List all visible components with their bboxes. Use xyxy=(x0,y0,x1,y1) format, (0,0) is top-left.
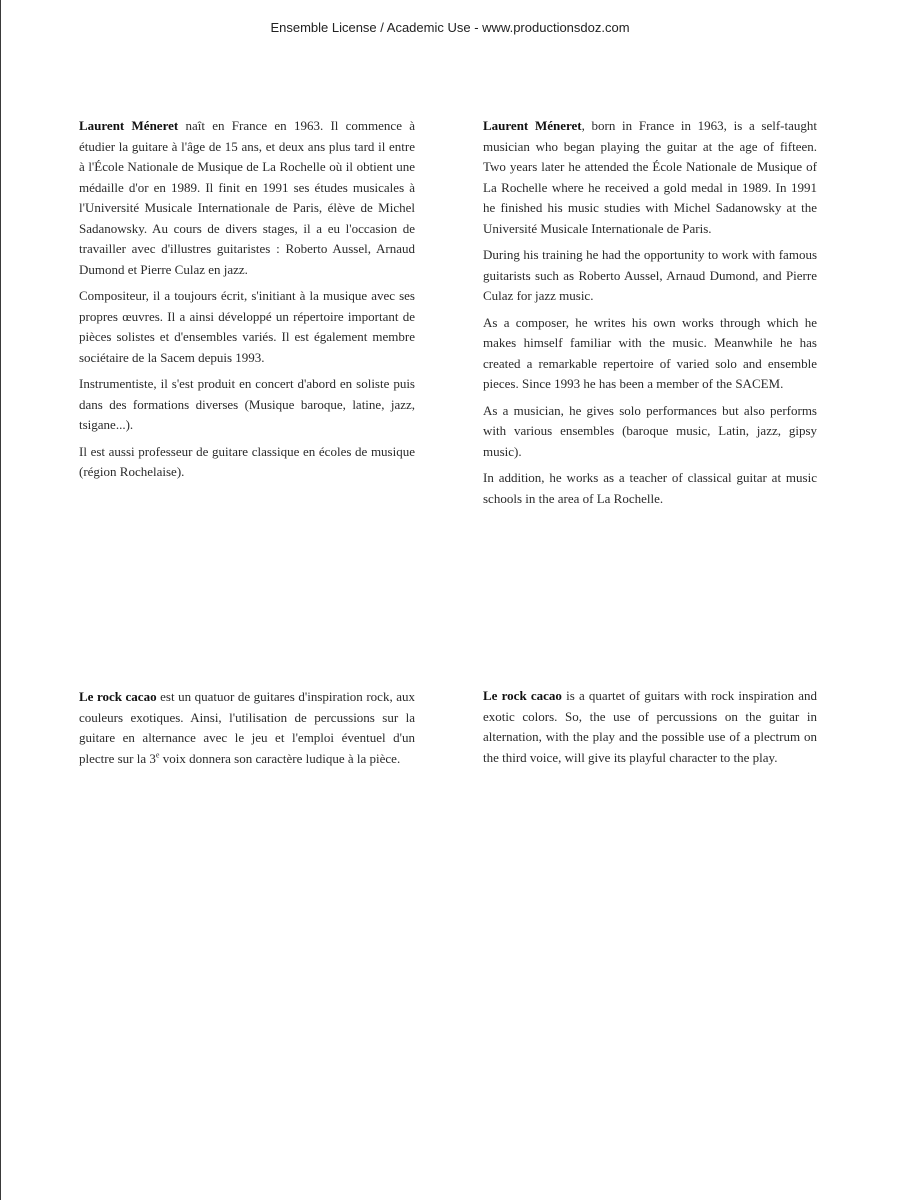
bio-en-paragraph-1: Laurent Méneret, born in France in 1963, is a self-taught musician who began playing the guitar at the age of fifteen. Two years later he attended the École Nationale de Musique of La Rochelle where he received a gold medal in 1989. In 1991 he finished his music studies with Michel Sadanowsky at the Université Musicale Internationale de Paris. xyxy=(483,118,817,236)
biography-english xyxy=(483,116,817,515)
bio-en-paragraph-3: As a composer, he writes his own works through which he makes himself familiar with the music. Meanwhile he has created a remarkable repertoire of varied solo and ensemble pieces. Since 1993 he has been a member of the SACEM. xyxy=(483,314,817,391)
piece-title-en: Le rock cacao xyxy=(483,688,562,703)
bio-en-paragraph-2: During his training he had the opportunity to work with famous guitarists such as Roberto Aussel, Arnaud Dumond, and Pierre Culaz for jazz music. xyxy=(483,247,817,303)
bio-en-paragraph-4: As a musician, he gives solo performances but also performs with various ensembles (baroque music, Latin, jazz, gipsy music). xyxy=(483,402,817,459)
bio-fr-paragraph-3: Instrumentiste, il s'est produit en concert d'abord en soliste puis dans des formations diverses (Musique baroque, latine, jazz, tsigane...). xyxy=(79,376,415,432)
composer-name-fr: Laurent Méneret xyxy=(79,118,179,133)
license-header: Ensemble License / Academic Use - www.productionsdoz.com xyxy=(270,20,630,35)
superscript-e: e xyxy=(155,750,160,760)
bio-fr-paragraph-4: Il est aussi professeur de guitare classique en écoles de musique (région Rochelaise). xyxy=(79,443,415,479)
biography-french xyxy=(79,116,415,489)
piece-description-english xyxy=(483,686,817,774)
bio-en-paragraph-5: In addition, he works as a teacher of classical guitar at music schools in the area of La Rochelle. xyxy=(483,470,817,506)
piece-title-fr: Le rock cacao xyxy=(79,689,157,704)
composer-name-en: Laurent Méneret xyxy=(483,118,582,133)
page-left-edge xyxy=(0,0,1,1200)
bio-fr-paragraph-1: Laurent Méneret naît en France en 1963. Il commence à étudier la guitare à l'âge de 15 ans, et deux ans plus tard il entre à l'École Nationale de Musique de La Rochelle où il obtient une médaille d'or en 1989. Il finit en 1991 ses études musicales à l'Université Musicale Internationale de Paris, élève de Michel Sadanowsky. Au cours de divers stages, il a eu l'occasion de travailler avec d'illustres guitaristes : Roberto Aussel, Arnaud Dumond et Pierre Culaz en jazz. xyxy=(79,118,415,277)
piece-description-french xyxy=(79,687,415,775)
bio-fr-paragraph-2: Compositeur, il a toujours écrit, s'initiant à la musique avec ses propres œuvres. Il a ainsi développé un répertoire important de pièces solistes et d'ensembles variés. Il est également membre sociétaire de la Sacem depuis 1993. xyxy=(79,288,415,365)
piece-en-paragraph: Le rock cacao is a quartet of guitars with rock inspiration and exotic colors. So, the use of percussions on the guitar in alternation, with the play and the possible use of a plectrum on the third voice, will give its playful character to the play. xyxy=(483,688,817,765)
piece-fr-paragraph: Le rock cacao est un quatuor de guitares d'inspiration rock, aux couleurs exotiques. Ainsi, l'utilisation de percussions sur la guitare en alternance avec le jeu et l'emploi éventuel d'un plectre sur la 3e voix donnera son caractère ludique à la pièce. xyxy=(79,689,415,766)
